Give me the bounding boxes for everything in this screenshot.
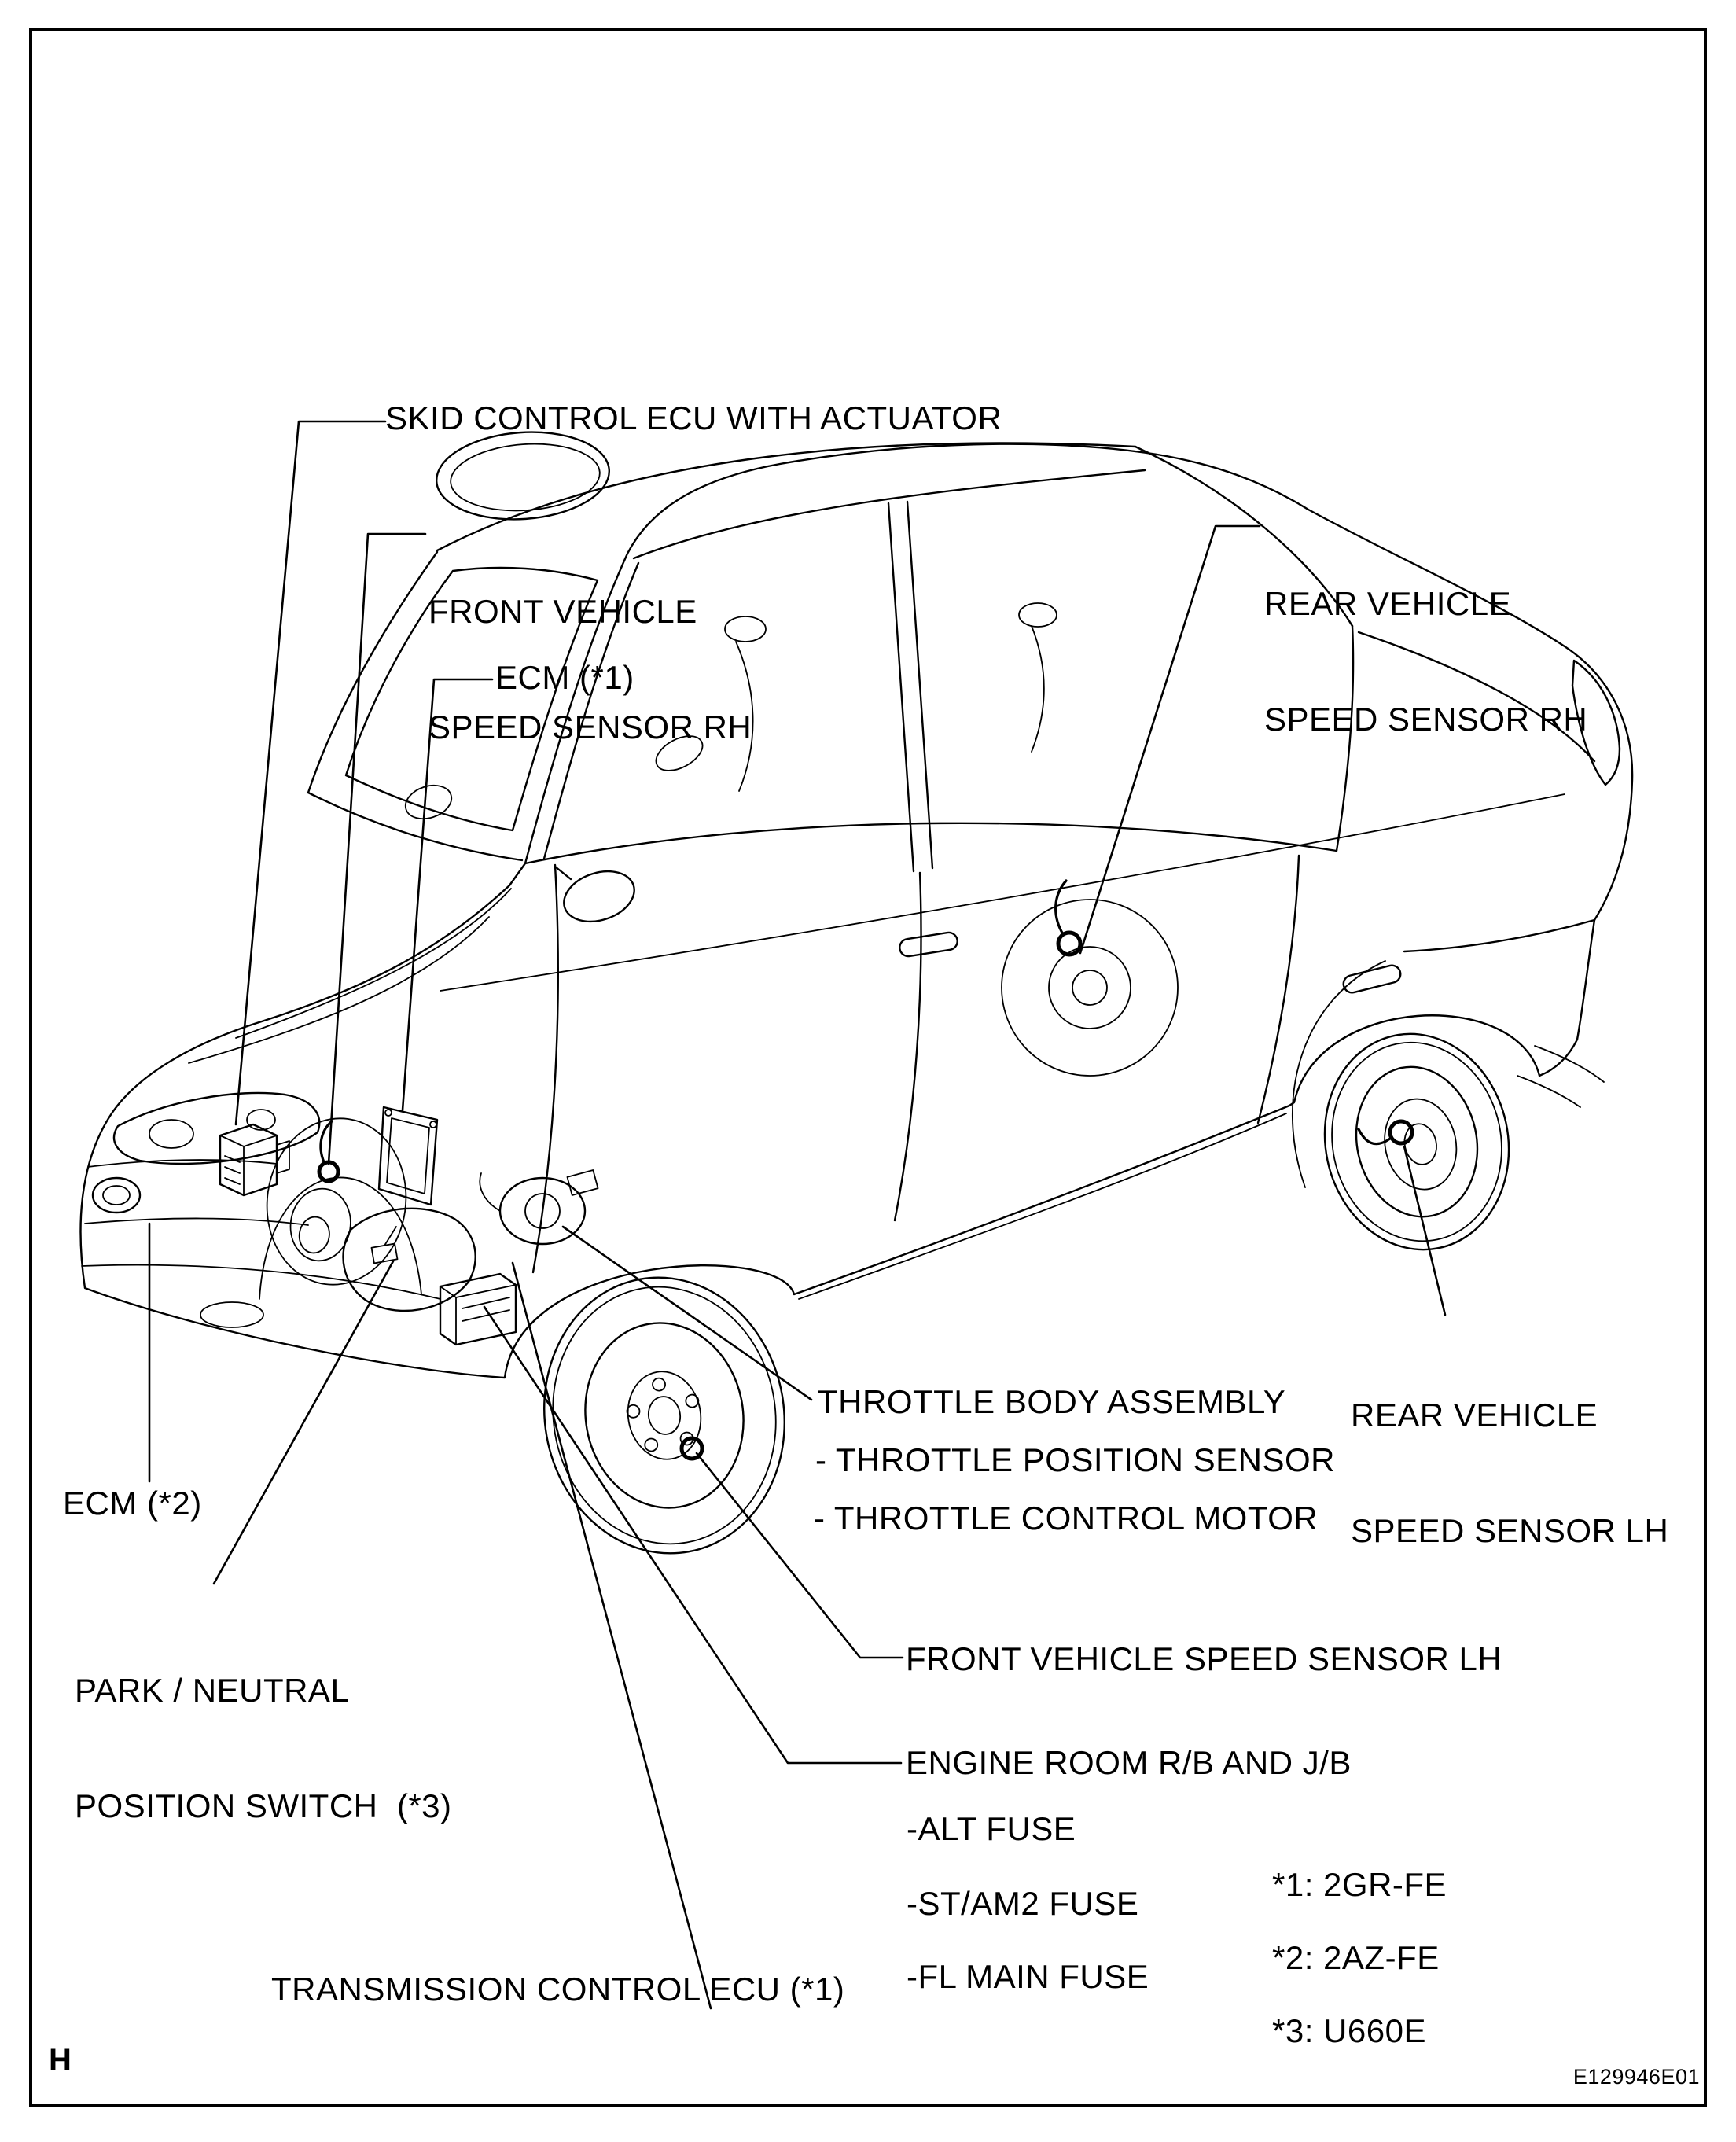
leader-throttle [563,1227,811,1400]
callout-line: POSITION SWITCH (*3) [75,1787,452,1824]
callout-throttle-body: THROTTLE BODY ASSEMBLY [818,1383,1286,1420]
rear-left-wheel [1305,1017,1528,1267]
callout-line: PARK / NEUTRAL [75,1672,350,1709]
headrest-rear [1019,603,1057,627]
callout-front-speed-sensor-lh: FRONT VEHICLE SPEED SENSOR LH [906,1640,1502,1677]
leader-rear-lh [1404,1146,1445,1315]
rear-rh-speed-sensor [1058,933,1080,955]
leader-rear-rh [1080,526,1260,953]
callout-park-neutral-switch [75,1594,452,1902]
front-emblem-inner [103,1186,130,1205]
headlight-bulb-1 [149,1120,193,1148]
rear-bumper-seam [1404,920,1594,951]
engine-room-relay-box [440,1274,516,1345]
side-mirror [557,863,641,929]
callout-rear-speed-sensor-lh [1351,1319,1668,1627]
callout-line: SPEED SENSOR RH [1264,701,1588,738]
callout-ecm-1: ECM (*1) [495,659,634,696]
rocker-line [799,1113,1286,1299]
b-pillar [888,502,932,871]
door-seam-c [1258,856,1299,1123]
front-right-wheel-xray [256,1110,417,1294]
callout-alt-fuse: -ALT FUSE [907,1810,1076,1847]
leader-front-rh [329,534,425,1164]
callout-line: SPEED SENSOR LH [1351,1512,1669,1549]
callout-engine-room-rb-jb: ENGINE ROOM R/B AND J/B [906,1744,1352,1781]
callout-line: SPEED SENSOR RH [428,708,752,745]
mirror-arm [555,867,571,879]
leader-transmission [513,1263,711,2008]
headlight-bulb-2 [247,1110,275,1130]
fog-lamp [200,1302,263,1327]
grille-lines [85,1160,308,1225]
callout-throttle-position-sensor: - THROTTLE POSITION SENSOR [815,1441,1335,1478]
page-section-marker: H [49,2043,72,2078]
callout-line: FRONT VEHICLE [428,593,697,630]
ecm-unit [379,1107,437,1205]
callout-rear-speed-sensor-rh [1264,507,1587,815]
headlight [114,1093,319,1164]
front-emblem [93,1178,140,1213]
leader-front-lh [697,1453,903,1658]
transmission-assembly [343,1209,475,1311]
footnote-3: *3: U660E [1272,2012,1426,2049]
leader-park-neutral [214,1261,393,1584]
door-seam-front [533,865,558,1272]
callout-skid-control-ecu: SKID CONTROL ECU WITH ACTUATOR [385,399,1002,436]
figure-code: E129946E01 [1572,2065,1700,2089]
callout-line: REAR VEHICLE [1264,585,1512,622]
seat-rear [1032,626,1044,752]
callout-ecm-2: ECM (*2) [63,1485,202,1522]
leader-skid-control [236,421,385,1124]
door-handle-front [899,931,959,957]
footnote-1: *1: 2GR-FE [1272,1866,1447,1903]
callout-st-am2-fuse: -ST/AM2 FUSE [907,1885,1139,1922]
callout-fl-main-fuse: -FL MAIN FUSE [907,1958,1149,1995]
door-seam-b [895,873,921,1220]
callout-transmission-control-ecu: TRANSMISSION CONTROL ECU (*1) [271,1971,845,2008]
callout-throttle-control-motor: - THROTTLE CONTROL MOTOR [814,1500,1319,1537]
footnote-2: *2: 2AZ-FE [1272,1939,1440,1976]
callout-line: REAR VEHICLE [1351,1397,1598,1434]
a-pillar-far [308,552,437,793]
front-left-wheel [523,1258,807,1572]
rear-lh-speed-sensor [1390,1121,1412,1143]
sunroof-inner [448,439,601,515]
